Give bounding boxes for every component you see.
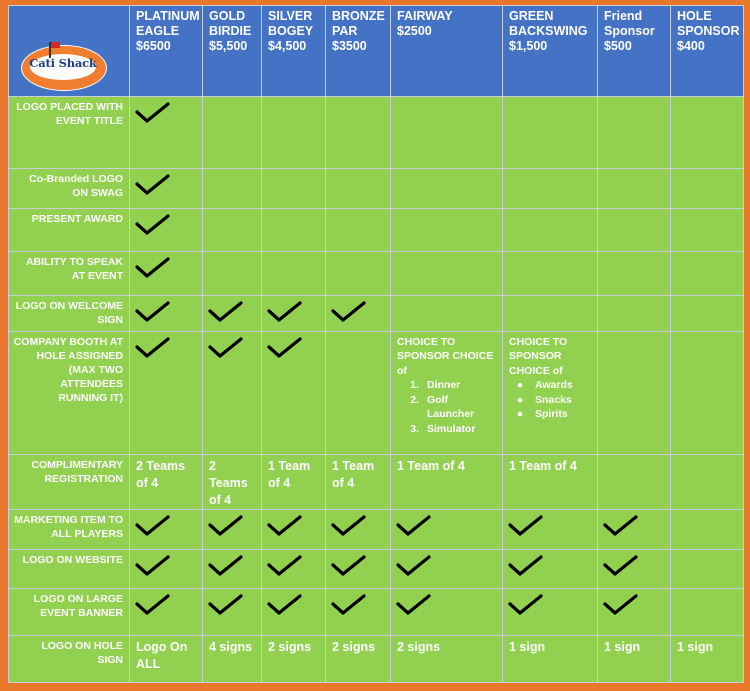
- benefit-cell-bronze: [326, 549, 391, 588]
- benefit-cell-gold: [203, 589, 262, 635]
- registration-value: 2 Teams of 4: [130, 455, 203, 510]
- benefit-cell-hole: [671, 97, 744, 169]
- checkmark-icon: [207, 554, 245, 578]
- benefit-cell-green: [503, 589, 598, 635]
- benefit-cell-green: [503, 97, 598, 169]
- benefit-cell-friend: [598, 97, 671, 169]
- benefit-cell-platinum: [130, 252, 203, 295]
- tier-header-green: GREEN BACKSWING $1,500: [503, 6, 598, 97]
- benefit-cell-hole: [671, 252, 744, 295]
- booth-choice-item: ● Spirits: [516, 408, 568, 421]
- benefit-cell-silver: [262, 510, 326, 549]
- booth-choice-fairway: [391, 331, 503, 454]
- benefit-cell-gold: [203, 208, 262, 251]
- benefit-label: ABILITY TO SPEAK AT EVENT: [9, 252, 130, 295]
- benefit-cell-hole: [671, 168, 744, 208]
- hole-sign-value: Logo On ALL: [130, 635, 203, 682]
- booth-choice-heading: CHOICE TO SPONSOR CHOICE of: [509, 335, 568, 377]
- header-row: [9, 6, 744, 97]
- benefit-cell-green: [503, 252, 598, 295]
- benefit-cell-gold: [203, 331, 262, 454]
- registration-value: 1 Team of 4: [503, 455, 598, 510]
- registration-value: 1 Team of 4: [262, 455, 326, 510]
- benefit-cell-bronze: [326, 331, 391, 454]
- logo-text: Cati Shack: [29, 56, 97, 70]
- tier-header-platinum: PLATINUM EAGLE $6500: [130, 6, 203, 97]
- benefit-cell-hole: [671, 589, 744, 635]
- sponsorship-table-frame: [8, 5, 743, 683]
- benefit-cell-green: [503, 295, 598, 331]
- benefit-cell-friend: [598, 549, 671, 588]
- benefit-row: [9, 208, 744, 251]
- benefit-cell-bronze: [326, 168, 391, 208]
- benefit-cell-platinum: [130, 97, 203, 169]
- checkmark-icon: [266, 514, 304, 538]
- benefit-cell-friend: [598, 252, 671, 295]
- checkmark-icon: [134, 554, 172, 578]
- checkmark-icon: [207, 593, 245, 617]
- benefit-cell-platinum: [130, 295, 203, 331]
- registration-value: 1 Team of 4: [326, 455, 391, 510]
- benefit-label: MARKETING ITEM TO ALL PLAYERS: [9, 510, 130, 549]
- benefit-cell-platinum: [130, 331, 203, 454]
- tier-header-hole: HOLE SPONSOR $400: [671, 6, 744, 97]
- checkmark-icon: [395, 593, 433, 617]
- checkmark-icon: [507, 593, 545, 617]
- checkmark-icon: [266, 554, 304, 578]
- benefit-cell-platinum: [130, 168, 203, 208]
- tier-header-silver: SILVER BOGEY $4,500: [262, 6, 326, 97]
- registration-value: [598, 455, 671, 510]
- benefit-cell-platinum: [130, 510, 203, 549]
- benefit-row: [9, 168, 744, 208]
- benefit-label: LOGO PLACED WITH EVENT TITLE: [9, 97, 130, 169]
- benefit-row: [9, 510, 744, 549]
- benefit-cell-fairway: [391, 252, 503, 295]
- booth-choice-list: [509, 378, 593, 422]
- booth-choice-item: 2. Golf Launcher: [410, 393, 475, 421]
- checkmark-icon: [602, 514, 640, 538]
- benefit-cell-bronze: [326, 589, 391, 635]
- benefit-cell-friend: [598, 589, 671, 635]
- benefit-label: LOGO ON WEBSITE: [9, 549, 130, 588]
- benefit-cell-silver: [262, 168, 326, 208]
- checkmark-icon: [134, 514, 172, 538]
- benefit-cell-silver: [262, 97, 326, 169]
- benefit-cell-bronze: [326, 295, 391, 331]
- cati-shack-logo: [21, 45, 107, 91]
- hole-sign-value: 1 sign: [671, 635, 744, 682]
- benefit-cell-platinum: [130, 208, 203, 251]
- tier-header-gold: GOLD BIRDIE $5,500: [203, 6, 262, 97]
- benefit-cell-gold: [203, 168, 262, 208]
- tier-header-friend: Friend Sponsor $500: [598, 6, 671, 97]
- benefit-cell-silver: [262, 589, 326, 635]
- benefit-row: [9, 295, 744, 331]
- checkmark-icon: [507, 514, 545, 538]
- tier-header-fairway: FAIRWAY $2500: [391, 6, 503, 97]
- benefit-row: [9, 455, 744, 510]
- benefit-cell-bronze: [326, 252, 391, 295]
- checkmark-icon: [330, 593, 368, 617]
- checkmark-icon: [207, 300, 245, 324]
- booth-choice-item: ● Awards: [516, 379, 573, 392]
- benefit-cell-hole: [671, 549, 744, 588]
- brand-logo-cell: [9, 6, 130, 97]
- checkmark-icon: [134, 256, 172, 280]
- checkmark-icon: [395, 514, 433, 538]
- benefit-cell-bronze: [326, 510, 391, 549]
- benefit-cell-friend: [598, 208, 671, 251]
- checkmark-icon: [134, 300, 172, 324]
- benefit-cell-fairway: [391, 510, 503, 549]
- benefit-cell-platinum: [130, 589, 203, 635]
- benefit-cell-fairway: [391, 549, 503, 588]
- benefit-cell-gold: [203, 252, 262, 295]
- benefit-cell-silver: [262, 295, 326, 331]
- tier-header-bronze: BRONZE PAR $3500: [326, 6, 391, 97]
- benefit-cell-hole: [671, 331, 744, 454]
- benefit-cell-fairway: [391, 97, 503, 169]
- checkmark-icon: [266, 593, 304, 617]
- benefit-label: LOGO ON HOLE SIGN: [9, 635, 130, 682]
- booth-choice-list: [397, 378, 498, 436]
- benefit-label: COMPANY BOOTH AT HOLE ASSIGNED (MAX TWO ATTENDEES RUNNING IT): [9, 331, 130, 454]
- checkmark-icon: [266, 336, 304, 360]
- registration-value: 1 Team of 4: [391, 455, 503, 510]
- benefit-cell-gold: [203, 510, 262, 549]
- hole-sign-value: 2 signs: [262, 635, 326, 682]
- benefit-label: LOGO ON LARGE EVENT BANNER: [9, 589, 130, 635]
- checkmark-icon: [134, 213, 172, 237]
- benefit-cell-green: [503, 168, 598, 208]
- booth-choice-green: [503, 331, 598, 454]
- hole-sign-value: 4 signs: [203, 635, 262, 682]
- benefit-cell-bronze: [326, 97, 391, 169]
- hole-sign-value: 1 sign: [598, 635, 671, 682]
- checkmark-icon: [602, 554, 640, 578]
- benefit-cell-green: [503, 208, 598, 251]
- checkmark-icon: [266, 300, 304, 324]
- benefit-cell-platinum: [130, 549, 203, 588]
- benefit-row: [9, 97, 744, 169]
- benefit-row: [9, 252, 744, 295]
- registration-value: [671, 455, 744, 510]
- checkmark-icon: [134, 336, 172, 360]
- benefit-cell-friend: [598, 510, 671, 549]
- benefit-label: LOGO ON WELCOME SIGN: [9, 295, 130, 331]
- hole-sign-value: 2 signs: [391, 635, 503, 682]
- benefit-cell-friend: [598, 331, 671, 454]
- checkmark-icon: [330, 554, 368, 578]
- benefit-cell-fairway: [391, 168, 503, 208]
- benefit-cell-silver: [262, 331, 326, 454]
- sponsorship-table: [8, 5, 744, 683]
- checkmark-icon: [507, 554, 545, 578]
- checkmark-icon: [207, 514, 245, 538]
- registration-value: 2 Teams of 4: [203, 455, 262, 510]
- benefit-label: COMPLIMENTARY REGISTRATION: [9, 455, 130, 510]
- benefit-cell-silver: [262, 252, 326, 295]
- checkmark-icon: [602, 593, 640, 617]
- benefit-row: [9, 635, 744, 682]
- booth-choice-item: ● Snacks: [516, 393, 572, 406]
- benefit-cell-gold: [203, 549, 262, 588]
- benefit-row: [9, 589, 744, 635]
- benefit-cell-fairway: [391, 589, 503, 635]
- benefit-row: [9, 331, 744, 454]
- benefit-cell-hole: [671, 510, 744, 549]
- benefit-cell-gold: [203, 295, 262, 331]
- benefit-cell-green: [503, 549, 598, 588]
- hole-sign-value: 2 signs: [326, 635, 391, 682]
- checkmark-icon: [330, 514, 368, 538]
- benefit-row: [9, 549, 744, 588]
- checkmark-icon: [134, 593, 172, 617]
- benefit-cell-friend: [598, 168, 671, 208]
- benefit-cell-bronze: [326, 208, 391, 251]
- benefit-cell-green: [503, 510, 598, 549]
- booth-choice-item: 1. Dinner: [410, 379, 461, 392]
- checkmark-icon: [395, 554, 433, 578]
- benefit-label: Co-Branded LOGO ON SWAG: [9, 168, 130, 208]
- benefit-cell-silver: [262, 208, 326, 251]
- checkmark-icon: [134, 173, 172, 197]
- hole-sign-value: 1 sign: [503, 635, 598, 682]
- benefit-cell-fairway: [391, 295, 503, 331]
- booth-choice-heading: CHOICE TO SPONSOR CHOICE of: [397, 335, 494, 377]
- checkmark-icon: [330, 300, 368, 324]
- checkmark-icon: [207, 336, 245, 360]
- checkmark-icon: [134, 101, 172, 125]
- benefit-cell-gold: [203, 97, 262, 169]
- booth-choice-item: 3. Simulator: [410, 422, 476, 435]
- benefit-cell-hole: [671, 295, 744, 331]
- benefit-label: PRESENT AWARD: [9, 208, 130, 251]
- benefit-cell-friend: [598, 295, 671, 331]
- benefit-cell-hole: [671, 208, 744, 251]
- benefit-cell-silver: [262, 549, 326, 588]
- benefit-cell-fairway: [391, 208, 503, 251]
